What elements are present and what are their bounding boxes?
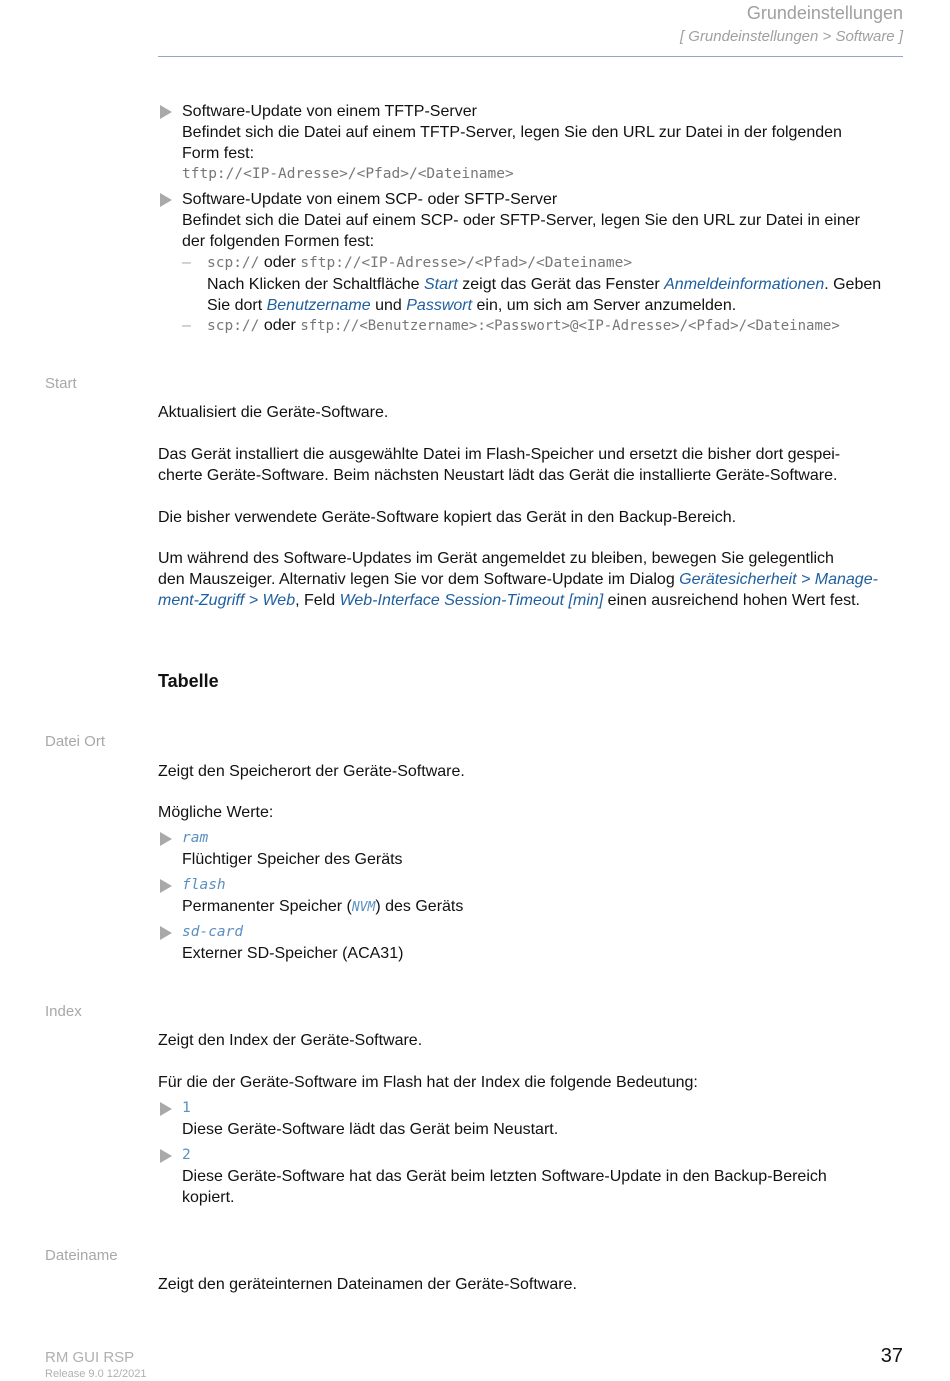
field-label-dateiname: Dateiname [45, 1247, 118, 1264]
list-item-index-2: 2 Diese Geräte-Software hat das Gerät beim letzten Software-Update in den Backup-Bereich kopiert. [158, 1145, 908, 1208]
sub-desc-line: Nach Klicken der Schaltfläche Start zeigt das Gerät das Fenster Anmeldeinformationen. Geben [207, 276, 882, 293]
list-item-ram: ram Flüchtiger Speicher des Geräts [158, 828, 908, 870]
value-flash: flash [182, 877, 226, 893]
list-item-tftp [158, 101, 908, 185]
dash-icon: – [182, 317, 191, 334]
bullet-triangle-icon [160, 1102, 172, 1116]
bullet-triangle-icon [160, 105, 172, 119]
list-item-scp [158, 189, 908, 252]
item-desc-line: Befindet sich die Datei auf einem TFTP-Server, legen Sie den URL zur Datei in der folgenden [182, 124, 842, 141]
dash-icon: – [182, 254, 191, 271]
item-desc-line: der folgenden Formen fest: [182, 233, 375, 250]
field-label-index: Index [45, 1003, 82, 1020]
bullet-triangle-icon [160, 193, 172, 207]
bullet-triangle-icon [160, 1149, 172, 1163]
sublist-item-scp-credentials-url: – scp:// oder sftp://<Benutzername>:<Passwort>@<IP-Adresse>/<Pfad>/<Dateiname> [182, 317, 840, 334]
ref-start-button: Start [424, 276, 458, 293]
field-label-datei-ort: Datei Ort [45, 733, 106, 750]
footer-document-name: RM GUI RSP [45, 1349, 135, 1366]
bullet-triangle-icon [160, 879, 172, 893]
abbr-nvm: NVM [351, 900, 376, 915]
header-divider [158, 56, 903, 57]
start-paragraph-session: Um während des Software-Updates im Gerät angemeldet zu bleiben, bewegen Sie gelegentlich den Mauszeiger. Alternativ legen Sie vor dem Software-Update im Dialog Gerätesicherheit > Manage- ment-Zugriff > Web, Feld Web-Interface Session-Timeout [min] einen ausreichend hohen Wert fest. [158, 550, 878, 609]
page-number: 37 [880, 1345, 903, 1367]
start-paragraph-install: Das Gerät installiert die ausgewählte Datei im Flash-Speicher und ersetzt die bisher dort gespei- cherte Geräte-Software. Beim nächsten Neustart lädt das Gerät die installierte Geräte-Software. [158, 446, 841, 484]
ref-benutzername: Benutzername [266, 297, 371, 314]
value-ram: ram [182, 830, 209, 846]
running-header-title: Grundeinstellungen [746, 3, 903, 23]
field-label-start: Start [45, 375, 77, 392]
ref-passwort: Passwort [406, 297, 473, 314]
bullet-triangle-icon [160, 832, 172, 846]
sub-desc-line: Sie dort Benutzername und Passwort ein, um sich am Server anzumelden. [207, 297, 737, 314]
url-format-line: scp:// oder sftp://<IP-Adresse>/<Pfad>/<Dateiname> [207, 254, 633, 271]
item-title: Software-Update von einem SCP- oder SFTP-Server [182, 191, 558, 208]
start-summary: Aktualisiert die Geräte-Software. [158, 404, 389, 421]
index-meaning-intro: Für die der Geräte-Software im Flash hat der Index die folgende Bedeutung: [158, 1074, 698, 1091]
item-desc-line: Befindet sich die Datei auf einem SCP- oder SFTP-Server, legen Sie den URL zur Datei in einer [182, 212, 860, 229]
datei-ort-values-intro: Mögliche Werte: [158, 804, 274, 821]
item-title: Software-Update von einem TFTP-Server [182, 103, 477, 120]
dateiname-summary: Zeigt den geräteinternen Dateinamen der Geräte-Software. [158, 1276, 577, 1293]
sublist-item-scp-login-dialog [182, 252, 912, 316]
section-heading-tabelle: Tabelle [158, 671, 219, 691]
list-item-flash: flash Permanenter Speicher (NVM) des Geräts [158, 875, 908, 918]
ref-session-timeout: Web-Interface Session-Timeout [min] [339, 592, 604, 609]
list-item-sd-card: sd-card Externer SD-Speicher (ACA31) [158, 922, 908, 964]
item-desc-line: Form fest: [182, 145, 255, 162]
value-sd-card: sd-card [182, 924, 244, 940]
start-paragraph-backup: Die bisher verwendete Geräte-Software kopiert das Gerät in den Backup-Bereich. [158, 509, 737, 526]
datei-ort-summary: Zeigt den Speicherort der Geräte-Software. [158, 763, 465, 780]
value-2: 2 [182, 1147, 191, 1163]
value-1: 1 [182, 1100, 191, 1116]
list-item-index-1: 1 Diese Geräte-Software lädt das Gerät beim Neustart. [158, 1098, 908, 1140]
footer-release: Release 9.0 12/2021 [45, 1368, 147, 1380]
bullet-triangle-icon [160, 926, 172, 940]
url-format: tftp://<IP-Adresse>/<Pfad>/<Dateiname> [182, 166, 514, 182]
index-summary: Zeigt den Index der Geräte-Software. [158, 1032, 423, 1049]
running-header-breadcrumb: [ Grundeinstellungen > Software ] [679, 28, 903, 45]
ref-anmeldeinformationen: Anmeldeinformationen [664, 276, 825, 293]
ref-management-zugriff-web: ment-Zugriff > Web [158, 592, 296, 609]
ref-geraetesicherheit: Gerätesicherheit > Manage- [679, 571, 878, 588]
